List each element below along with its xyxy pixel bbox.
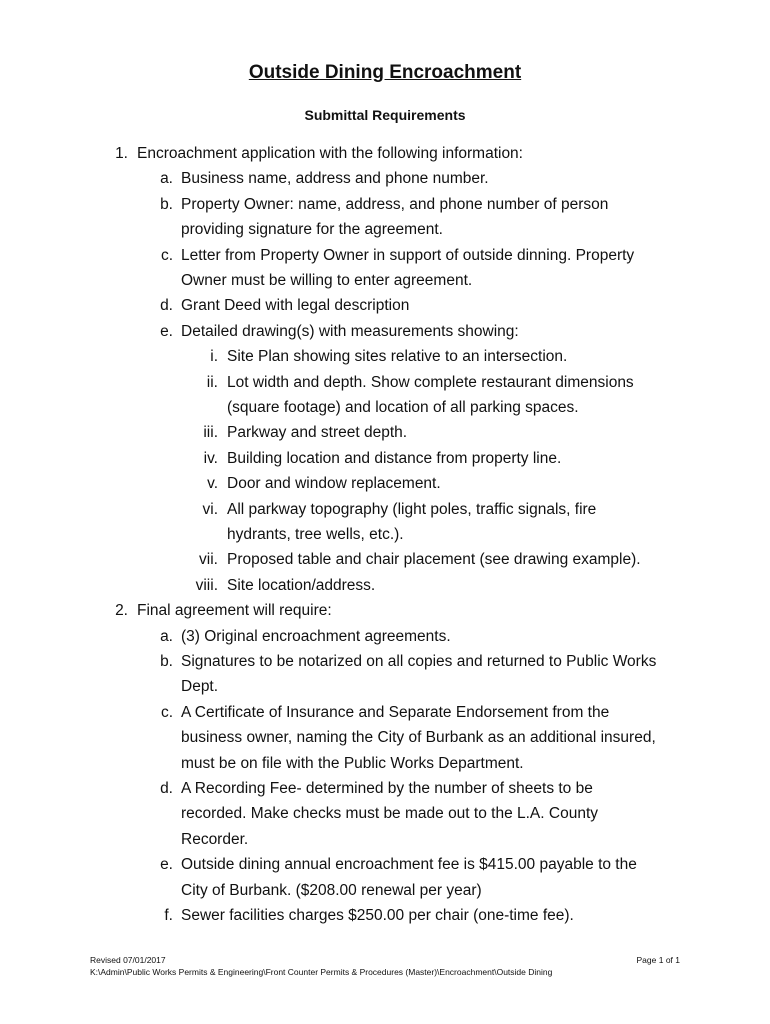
footer-page-number: Page 1 of 1 <box>636 955 680 965</box>
list-marker: 2. <box>115 602 128 620</box>
list-item-text: Grant Deed with legal description <box>181 297 410 315</box>
list-marker: d. <box>160 297 173 315</box>
list-item-text: City of Burbank. ($208.00 renewal per year) <box>181 881 482 899</box>
list-item-text: Sewer facilities charges $250.00 per chair (one-time fee). <box>181 907 574 924</box>
list-marker: vii. <box>199 551 218 569</box>
list-item-text: Letter from Property Owner in support of outside dinning. Property <box>181 246 635 264</box>
list-marker: d. <box>160 780 173 797</box>
list-item-text: must be on file with the Public Works Department. <box>181 754 524 772</box>
list-item-text: providing signature for the agreement. <box>181 221 443 239</box>
list-marker: c. <box>160 703 173 721</box>
list-item-text: All parkway topography (light poles, traffic signals, fire <box>227 500 597 518</box>
list-marker: i. <box>210 348 218 366</box>
list-item-text: Door and window replacement. <box>227 475 441 493</box>
list-item-text: A Recording Fee- determined by the number of sheets to be <box>181 780 593 797</box>
list-item-text: Encroachment application with the following information: <box>137 145 523 162</box>
list-marker: b. <box>160 195 173 213</box>
list-item-text: Property Owner: name, address, and phone number of person <box>181 195 609 213</box>
list-item-text: A Certificate of Insurance and Separate Endorsement from the <box>181 703 610 721</box>
list-item-text: Recorder. <box>181 830 249 848</box>
list-item-text: Building location and distance from property line. <box>227 449 562 467</box>
list-marker: a. <box>160 627 173 645</box>
list-item-text: Parkway and street depth. <box>227 424 408 442</box>
list-item-text: Dept. <box>181 678 219 696</box>
list-marker: e. <box>160 856 173 874</box>
list-item-text: Proposed table and chair placement (see drawing example). <box>227 551 641 569</box>
list-marker: v. <box>207 475 218 493</box>
document-title: Outside Dining Encroachment <box>248 62 522 83</box>
list-item-text: Site Plan showing sites relative to an intersection. <box>227 348 568 366</box>
list-marker: b. <box>160 653 173 670</box>
list-marker: iv. <box>203 449 218 467</box>
list-item-text: Final agreement will require: <box>137 602 332 620</box>
list-item-text: Detailed drawing(s) with measurements showing: <box>181 322 519 340</box>
list-item-text: hydrants, tree wells, etc.). <box>227 526 404 543</box>
list-marker: viii. <box>195 576 218 594</box>
list-marker: 1. <box>115 145 128 162</box>
list-item-text: (square footage) and location of all parking spaces. <box>227 399 579 416</box>
list-item-text: Outside dining annual encroachment fee is $415.00 payable to the <box>181 856 637 874</box>
list-item-text: Signatures to be notarized on all copies and returned to Public Works <box>181 653 657 670</box>
footer-path: K:\Admin\Public Works Permits & Engineering\Front Counter Permits & Procedures (Master)\Encroachment\Outside Dining <box>90 967 553 977</box>
list-item-text: Lot width and depth. Show complete restaurant dimensions <box>227 373 634 391</box>
list-marker: a. <box>160 170 173 188</box>
list-item-text: (3) Original encroachment agreements. <box>181 627 451 645</box>
list-item-text: business owner, naming the City of Burbank as an additional insured, <box>181 729 656 747</box>
footer-revised: Revised 07/01/2017 <box>90 955 166 965</box>
list-marker: e. <box>160 322 173 340</box>
list-item-text: Business name, address and phone number. <box>181 170 489 188</box>
list-item-text: recorded. Make checks must be made out to the L.A. County <box>181 805 598 823</box>
list-item-text: Site location/address. <box>227 576 376 594</box>
list-item-text: Owner must be willing to enter agreement. <box>181 272 473 289</box>
list-marker: f. <box>164 907 173 924</box>
list-marker: ii. <box>206 373 218 391</box>
list-marker: iii. <box>203 424 218 442</box>
list-marker: vi. <box>202 500 218 518</box>
document-subtitle: Submittal Requirements <box>304 107 466 123</box>
list-marker: c. <box>160 246 173 264</box>
